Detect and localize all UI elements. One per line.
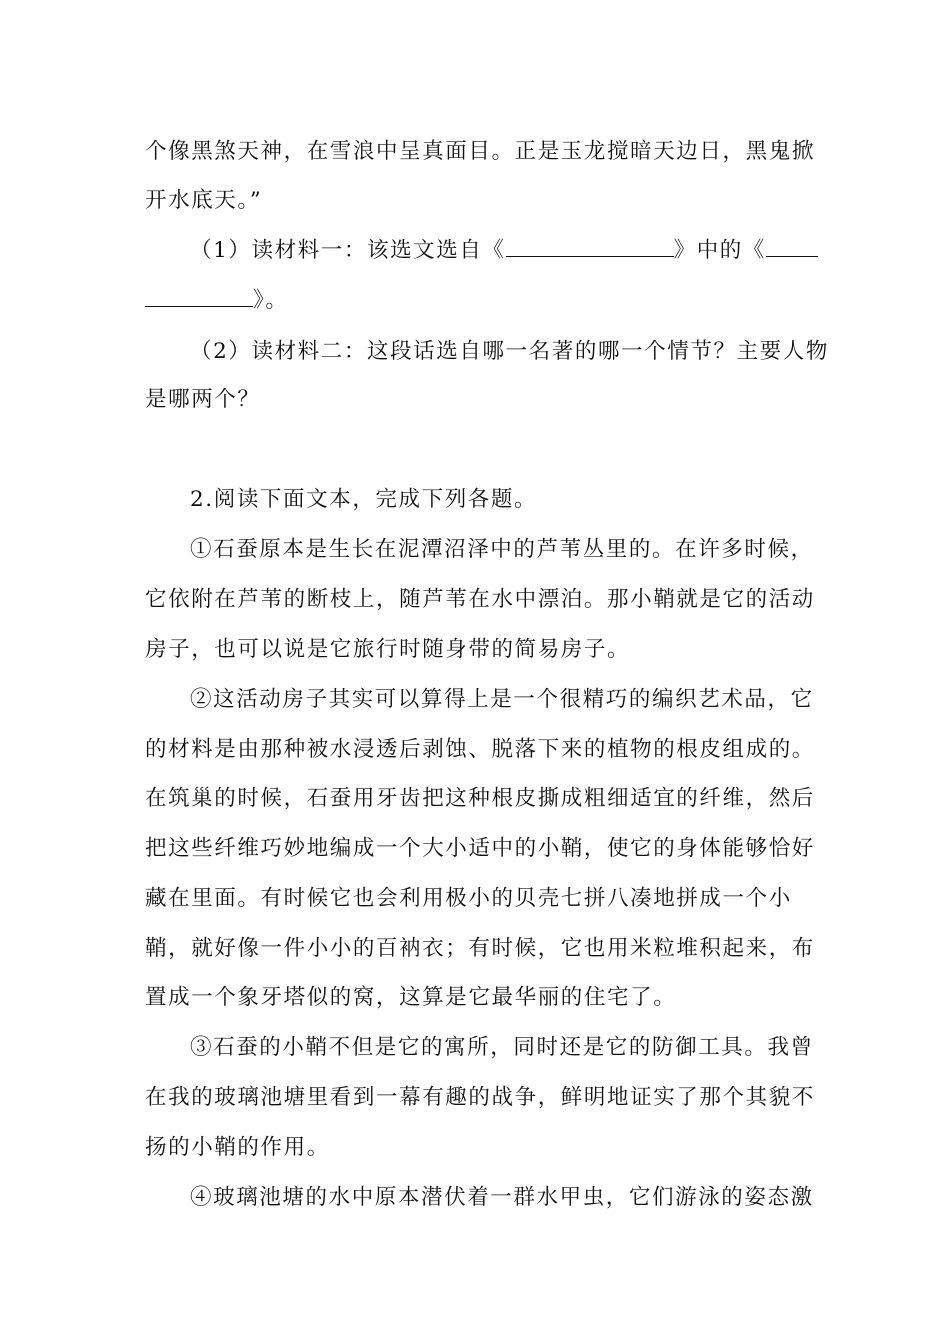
section-heading: 2.阅读下面文本，完成下列各题。 — [190, 487, 538, 512]
paragraph-4-line: ④玻璃池塘的水中原本潜伏着一群水甲虫，它们游泳的姿态激 — [190, 1185, 814, 1210]
text-line: 把这些纤维巧妙地编成一个大小适中的小鞘，使它的身体能够恰好 — [145, 836, 815, 861]
question-1-text-a: （1）读材料一：该选文选自《 — [190, 238, 506, 263]
question-1-continuation — [145, 286, 817, 316]
text-line: 是哪两个？ — [145, 387, 261, 412]
paragraph-3-line: ③石蚕的小鞘不但是它的寓所，同时还是它的防御工具。我曾 — [190, 1035, 814, 1060]
text-line: 置成一个象牙塔似的窝，这算是它最华丽的住宅了。 — [145, 985, 677, 1010]
paragraph-1-line: ①石蚕原本是生长在泥潭沼泽中的芦苇丛里的。在许多时候， — [190, 537, 814, 562]
answer-blank-book[interactable] — [506, 236, 674, 257]
text-line: 开水底天。” — [145, 188, 263, 213]
question-1-line — [190, 236, 817, 266]
answer-blank-chapter-start[interactable] — [766, 236, 818, 257]
text-line: 扬的小鞘的作用。 — [145, 1135, 330, 1160]
question-1-text-c: 》。 — [253, 288, 289, 313]
question-2-line: （2）读材料二：这段话选自哪一名著的哪一个情节？主要人物 — [190, 339, 829, 364]
answer-blank-chapter-end[interactable] — [145, 286, 253, 307]
text-line: 鞘，就好像一件小小的百衲衣；有时候，它也用米粒堆积起来，布 — [145, 936, 815, 961]
text-line: 房子，也可以说是它旅行时随身带的简易房子。 — [145, 637, 631, 662]
text-line: 的材料是由那种被水浸透后剥蚀、脱落下来的植物的根皮组成的。 — [145, 737, 815, 762]
text-line: 在我的玻璃池塘里看到一幕有趣的战争，鲜明地证实了那个其貌不 — [145, 1085, 815, 1110]
text-line: 藏在里面。有时候它也会利用极小的贝壳七拼八凑地拼成一个小 — [145, 886, 792, 911]
text-line: 个像黑煞天神，在雪浪中呈真面目。正是玉龙搅暗天边日，黑鬼掀 — [145, 139, 815, 164]
text-line: 在筑巢的时候，石蚕用牙齿把这种根皮撕成粗细适宜的纤维，然后 — [145, 786, 815, 811]
paragraph-2-line: ②这活动房子其实可以算得上是一个很精巧的编织艺术品，它 — [190, 687, 814, 712]
text-line: 它依附在芦苇的断枝上，随芦苇在水中漂泊。那小鞘就是它的活动 — [145, 587, 815, 612]
question-1-text-b: 》中的《 — [673, 238, 766, 263]
